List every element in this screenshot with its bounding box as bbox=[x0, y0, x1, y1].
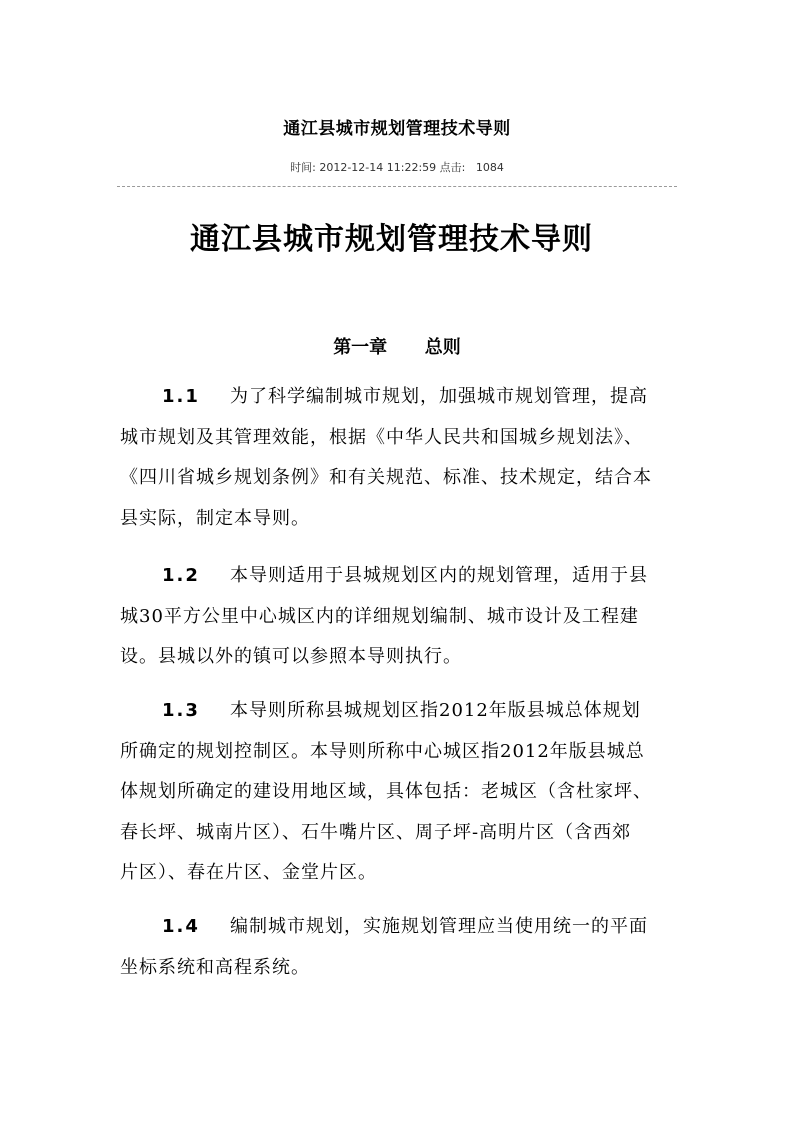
section-1-4 bbox=[120, 907, 690, 988]
section-line: 片区）、春在片区、金堂片区。 bbox=[120, 862, 377, 883]
section-line bbox=[120, 556, 690, 597]
section-text: 为了科学编制城市规划，加强城市规划管理，提高 bbox=[230, 386, 648, 407]
section-line: 城市规划及其管理效能，根据《中华人民共和国城乡规划法》、 bbox=[120, 426, 643, 448]
section-line: 《四川省城乡规划条例》和有关规范、标准、技术规定，结合本 bbox=[120, 467, 652, 488]
dashed-divider bbox=[117, 186, 677, 187]
section-line: 所确定的规划控制区。本导则所称中心城区指2012年版县城总 bbox=[120, 740, 645, 762]
section-line: 设。县城以外的镇可以参照本导则执行。 bbox=[120, 646, 462, 667]
section-text: 本导则所称县城规划区指2012年版县城总体规划 bbox=[230, 700, 641, 721]
section-1-1 bbox=[120, 377, 690, 539]
section-1-2 bbox=[120, 556, 690, 678]
section-number: 1.2 bbox=[162, 565, 200, 586]
section-number: 1.3 bbox=[162, 700, 200, 721]
section-1-3 bbox=[120, 691, 690, 894]
section-number: 1.4 bbox=[162, 916, 200, 937]
section-text: 编制城市规划，实施规划管理应当使用统一的平面 bbox=[230, 916, 648, 937]
page-header-title: 通江县城市规划管理技术导则 bbox=[283, 119, 511, 139]
section-line: 春长坪、城南片区）、石牛嘴片区、周子坪-高明片区（含西郊 bbox=[120, 821, 632, 843]
chapter-heading: 第一章 总则 bbox=[333, 337, 461, 358]
section-text: 本导则适用于县城规划区内的规划管理，适用于县 bbox=[230, 565, 648, 586]
section-line: 体规划所确定的建设用地区域，具体包括：老城区（含杜家坪、 bbox=[120, 781, 652, 802]
section-line: 县实际，制定本导则。 bbox=[120, 507, 310, 529]
section-line: 城30平方公里中心城区内的详细规划编制、城市设计及工程建 bbox=[120, 605, 639, 627]
section-line bbox=[120, 691, 690, 732]
section-line: 坐标系统和高程系统。 bbox=[120, 956, 310, 978]
post-meta: 时间: 2012-12-14 11:22:59 点击: 1084 bbox=[290, 161, 504, 174]
section-number: 1.1 bbox=[162, 386, 200, 407]
section-line bbox=[120, 377, 690, 418]
document-title: 通江县城市规划管理技术导则 bbox=[190, 222, 593, 257]
section-line bbox=[120, 907, 690, 948]
